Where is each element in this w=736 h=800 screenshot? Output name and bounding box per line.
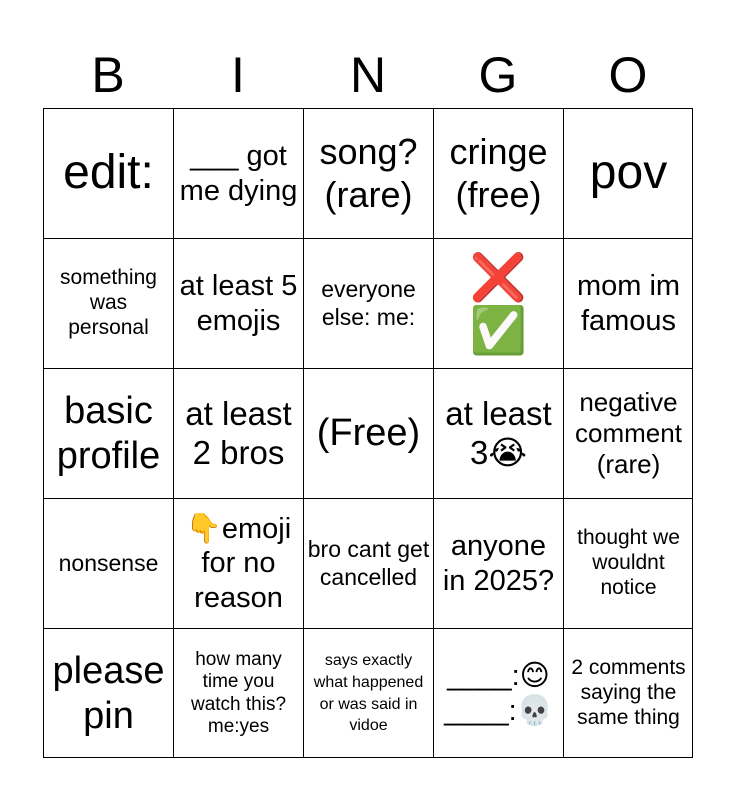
header-letter-b: B bbox=[91, 47, 125, 103]
cell-text: 2 comments saying the same thing bbox=[571, 656, 686, 729]
bingo-cell-r2c4[interactable] bbox=[433, 238, 563, 368]
bingo-cell-r3c4[interactable] bbox=[433, 368, 563, 498]
bingo-cell-r3c5[interactable] bbox=[563, 368, 693, 498]
bingo-cell-r4c5[interactable] bbox=[563, 498, 693, 628]
header-letter-i: I bbox=[231, 47, 245, 103]
bingo-cell-r5c3[interactable] bbox=[303, 628, 433, 758]
bingo-cell-r2c2[interactable] bbox=[173, 238, 303, 368]
cell-text: anyone in 2025? bbox=[442, 530, 555, 597]
bingo-cell-r5c2[interactable] bbox=[173, 628, 303, 758]
cell-text: at least 2 bros bbox=[185, 394, 292, 471]
bingo-cell-r3c1[interactable] bbox=[43, 368, 173, 498]
bingo-cell-r3c3[interactable] bbox=[303, 368, 433, 498]
bingo-header bbox=[43, 46, 693, 104]
cell-text: cringe (free) bbox=[449, 131, 548, 215]
cell-text: ❌✅ bbox=[469, 250, 528, 356]
bingo-cell-r4c2[interactable] bbox=[173, 498, 303, 628]
cell-text: basic profile bbox=[56, 389, 161, 477]
cell-text: bro cant get cancelled bbox=[307, 536, 430, 590]
cell-text: how many time you watch this? me:yes bbox=[190, 648, 287, 737]
cell-text: song? (rare) bbox=[319, 131, 418, 215]
cell-text: mom im famous bbox=[576, 270, 681, 337]
cell-text: pov bbox=[589, 146, 668, 200]
bingo-cell-r1c2[interactable] bbox=[173, 108, 303, 238]
cell-text: thought we wouldnt notice bbox=[577, 526, 680, 599]
bingo-cell-r1c1[interactable] bbox=[43, 108, 173, 238]
cell-text: everyone else: me: bbox=[321, 276, 416, 330]
bingo-board bbox=[43, 108, 693, 758]
cell-text: nonsense bbox=[58, 549, 159, 576]
bingo-cell-r4c1[interactable] bbox=[43, 498, 173, 628]
cell-text: negative comment (rare) bbox=[575, 387, 682, 479]
bingo-cell-r5c5[interactable] bbox=[563, 628, 693, 758]
bingo-cell-r4c3[interactable] bbox=[303, 498, 433, 628]
cell-text: (Free) bbox=[316, 412, 421, 455]
bingo-cell-r5c1[interactable] bbox=[43, 628, 173, 758]
bingo-cell-r1c4[interactable] bbox=[433, 108, 563, 238]
bingo-cell-r2c1[interactable] bbox=[43, 238, 173, 368]
bingo-cell-r1c5[interactable] bbox=[563, 108, 693, 238]
cell-text: 👇emoji for no reason bbox=[185, 513, 292, 614]
cell-text: at least 5 emojis bbox=[179, 270, 298, 337]
cell-text: please pin bbox=[52, 649, 165, 737]
bingo-cell-r4c4[interactable] bbox=[433, 498, 563, 628]
header-letter-o: O bbox=[608, 47, 648, 103]
cell-text: something was personal bbox=[60, 266, 157, 339]
cell-text: edit: bbox=[63, 146, 154, 200]
cell-text: ___ got me dying bbox=[179, 140, 298, 207]
header-letter-g: G bbox=[478, 47, 518, 103]
cell-text: ____:😊 ____:💀 bbox=[444, 660, 553, 727]
header-letter-n: N bbox=[349, 47, 387, 103]
bingo-cell-r5c4[interactable] bbox=[433, 628, 563, 758]
bingo-cell-r3c2[interactable] bbox=[173, 368, 303, 498]
bingo-cell-r1c3[interactable] bbox=[303, 108, 433, 238]
bingo-cell-r2c5[interactable] bbox=[563, 238, 693, 368]
cell-text: says exactly what happened or was said in vidoe bbox=[313, 652, 424, 735]
cell-text: at least 3😭 bbox=[445, 394, 552, 471]
bingo-cell-r2c3[interactable] bbox=[303, 238, 433, 368]
